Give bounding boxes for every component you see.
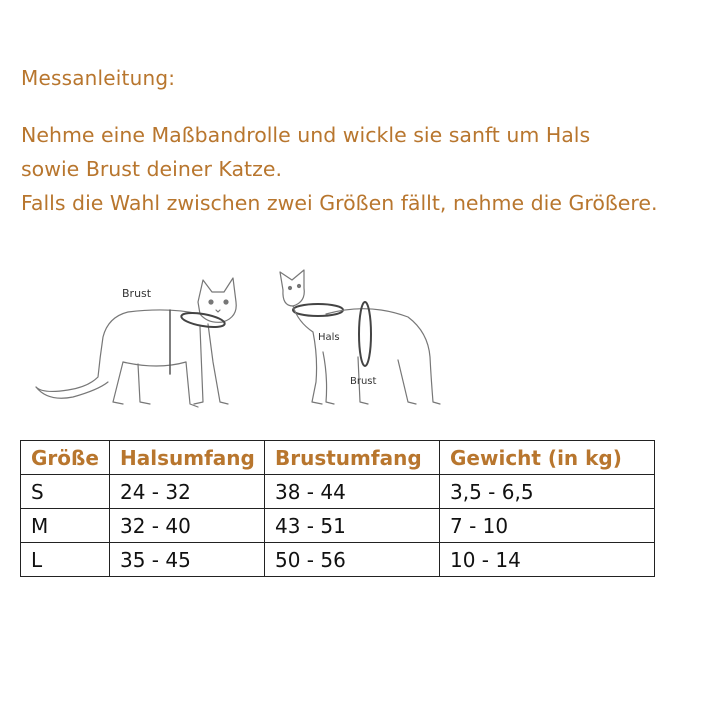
cell-size: S	[21, 475, 110, 509]
header-weight: Gewicht (in kg)	[440, 441, 655, 475]
instruction-line-3: Falls die Wahl zwischen zwei Größen fällt, nehme die Größere.	[21, 191, 658, 215]
header-size: Größe	[21, 441, 110, 475]
cell-chest: 38 - 44	[265, 475, 440, 509]
cell-weight: 3,5 - 6,5	[440, 475, 655, 509]
cell-size: M	[21, 509, 110, 543]
cell-neck: 24 - 32	[110, 475, 265, 509]
cell-weight: 10 - 14	[440, 543, 655, 577]
cell-chest: 50 - 56	[265, 543, 440, 577]
table-row	[21, 543, 655, 577]
cat-measurement-illustration	[28, 262, 458, 422]
instruction-line-1: Nehme eine Maßbandrolle und wickle sie sanft um Hals	[21, 123, 591, 147]
right-cat-brust-label: Brust	[350, 376, 377, 387]
cell-neck: 35 - 45	[110, 543, 265, 577]
cell-neck: 32 - 40	[110, 509, 265, 543]
instruction-line-2: sowie Brust deiner Katze.	[21, 157, 282, 181]
cell-size: L	[21, 543, 110, 577]
table-row	[21, 509, 655, 543]
table-header-row	[21, 441, 655, 475]
header-chest: Brustumfang	[265, 441, 440, 475]
cell-weight: 7 - 10	[440, 509, 655, 543]
left-cat-brust-label: Brust	[122, 287, 152, 300]
right-cat-hals-label: Hals	[318, 332, 340, 343]
header-neck: Halsumfang	[110, 441, 265, 475]
size-table	[20, 440, 655, 577]
table-row	[21, 475, 655, 509]
cell-chest: 43 - 51	[265, 509, 440, 543]
instructions-text	[21, 118, 711, 220]
page-heading: Messanleitung:	[21, 66, 176, 90]
measurement-diagram	[28, 262, 458, 422]
